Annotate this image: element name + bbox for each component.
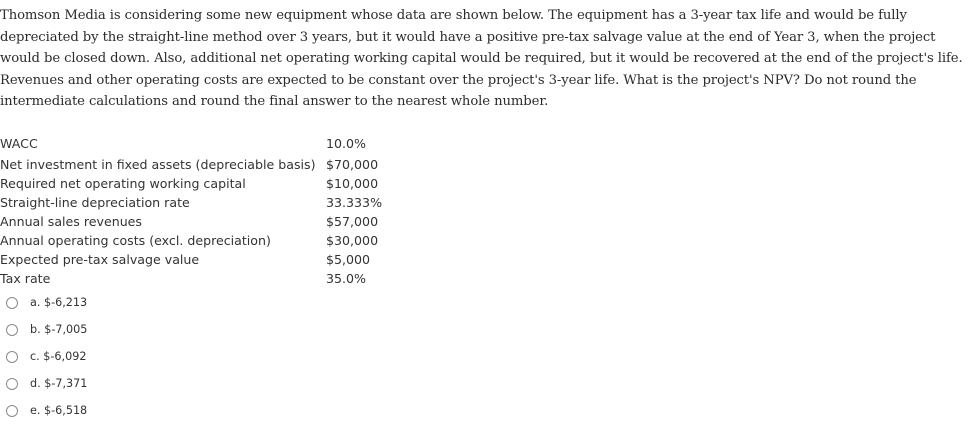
row-label: WACC bbox=[0, 136, 38, 151]
choice-d[interactable] bbox=[6, 370, 87, 397]
row-value: 10.0% bbox=[326, 136, 367, 151]
choice-e[interactable] bbox=[6, 397, 87, 424]
table-row bbox=[0, 193, 382, 212]
row-label: Tax rate bbox=[0, 271, 51, 286]
row-value: $30,000 bbox=[326, 233, 379, 248]
table-row bbox=[0, 212, 382, 231]
table-row bbox=[0, 250, 382, 269]
row-value: $5,000 bbox=[326, 252, 371, 267]
answer-choices bbox=[6, 289, 87, 424]
radio-button[interactable] bbox=[6, 324, 18, 336]
data-table bbox=[0, 133, 382, 288]
choice-label: a. $-6,213 bbox=[30, 296, 88, 309]
table-row bbox=[0, 155, 382, 174]
choice-label: d. $-7,371 bbox=[30, 377, 88, 390]
choice-label: b. $-7,005 bbox=[30, 323, 88, 336]
choice-label: c. $-6,092 bbox=[30, 350, 87, 363]
row-label: Net investment in fixed assets (depreciable basis) bbox=[0, 157, 316, 172]
question-text: Thomson Media is considering some new equipment whose data are shown below. The equipment has a 3-year tax life and would be fully depreciated by the straight-line method over 3 years, but it would have a positive pre-tax salvage value at the end of Year 3, when the project would be closed down. Also, additional net operating working capital would be required, but it would be recovered at the end of the project's life. Revenues and other operating costs are expected to be constant over the project's 3-year life. What is the project's NPV? Do not round the intermediate calculations and round the final answer to the nearest whole number. bbox=[0, 8, 963, 109]
table-row bbox=[0, 269, 382, 288]
choice-b[interactable] bbox=[6, 316, 87, 343]
row-value: 35.0% bbox=[326, 271, 367, 286]
table-row bbox=[0, 231, 382, 250]
row-label: Expected pre-tax salvage value bbox=[0, 252, 200, 267]
row-value: $70,000 bbox=[326, 157, 379, 172]
radio-button[interactable] bbox=[6, 297, 18, 309]
radio-button[interactable] bbox=[6, 378, 18, 390]
table-row bbox=[0, 133, 382, 155]
choice-c[interactable] bbox=[6, 343, 87, 370]
row-value: 33.333% bbox=[326, 195, 383, 210]
row-label: Annual operating costs (excl. depreciation) bbox=[0, 233, 271, 248]
choice-label: e. $-6,518 bbox=[30, 404, 88, 417]
row-label: Annual sales revenues bbox=[0, 214, 142, 229]
table-row bbox=[0, 174, 382, 193]
row-value: $10,000 bbox=[326, 176, 379, 191]
choice-a[interactable] bbox=[6, 289, 87, 316]
row-label: Straight-line depreciation rate bbox=[0, 195, 190, 210]
row-value: $57,000 bbox=[326, 214, 379, 229]
radio-button[interactable] bbox=[6, 405, 18, 417]
row-label: Required net operating working capital bbox=[0, 176, 246, 191]
radio-button[interactable] bbox=[6, 351, 18, 363]
